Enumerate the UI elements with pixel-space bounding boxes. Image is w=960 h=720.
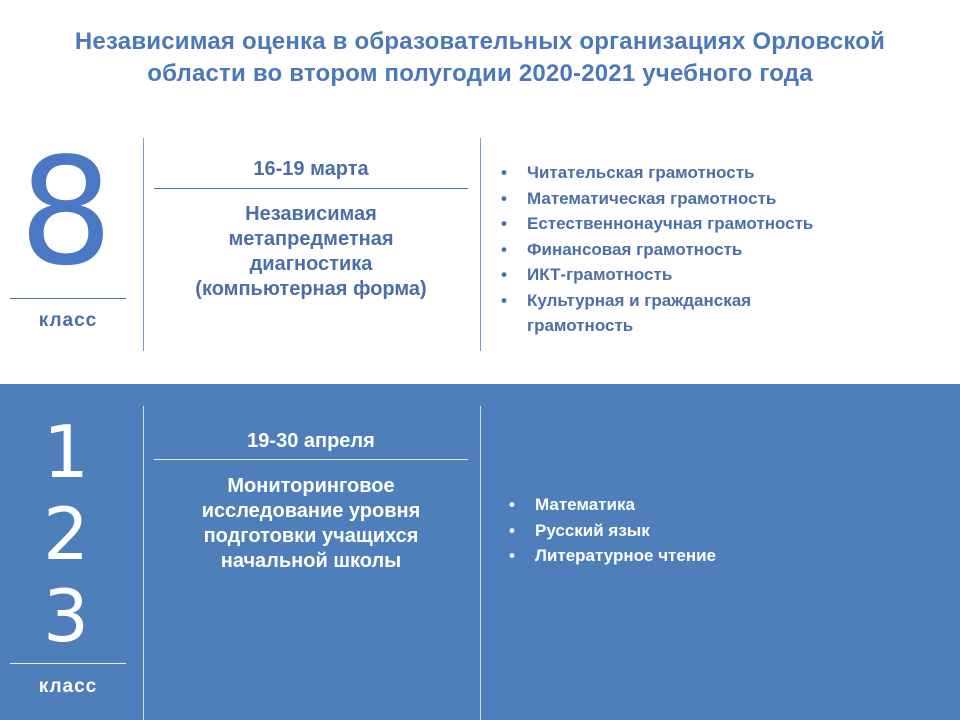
- bullet-icon: •: [509, 546, 515, 565]
- grade-8-description-line: метапредметная: [228, 228, 394, 250]
- subject-label: Культурная и гражданская: [527, 290, 752, 310]
- bullet-icon: •: [501, 290, 507, 310]
- grades-1-3-description-line: подготовки учащихся: [203, 525, 419, 547]
- subject-label: Русский язык: [535, 520, 650, 540]
- subject-label: Естественнонаучная грамотность: [527, 214, 814, 233]
- subject-label: Литературное чтение: [535, 546, 717, 565]
- grade-8-description: [150, 202, 472, 302]
- subject-label: грамотность: [527, 316, 634, 335]
- grade-8-date: 16-19 марта: [253, 158, 369, 180]
- grade-digit-3: 3: [43, 574, 89, 658]
- list-item: [497, 288, 947, 314]
- list-item: [497, 211, 947, 237]
- list-item: [505, 492, 935, 518]
- grade-8-description-line: (компьютерная форма): [195, 278, 427, 300]
- page-title-line-2: области во втором полугодии 2020-2021 учебного года: [147, 60, 813, 87]
- bullet-icon: •: [501, 188, 507, 208]
- grade-8-description-line: диагностика: [249, 253, 373, 275]
- grades-1-3-label: класс: [38, 676, 98, 697]
- subject-label: Математическая грамотность: [527, 188, 777, 208]
- column-separator-right: [480, 406, 481, 720]
- subject-label: Читательская грамотность: [527, 163, 755, 182]
- grade-8-date-divider: [154, 188, 468, 189]
- list-item: [505, 518, 935, 544]
- grade-8-subject-list: [497, 160, 947, 339]
- bullet-icon: •: [501, 239, 507, 259]
- column-separator-right: [480, 138, 481, 351]
- column-separator-left: [143, 406, 144, 720]
- subject-label: Финансовая грамотность: [527, 239, 743, 259]
- grade-8-number: 8: [18, 126, 114, 298]
- grade-digit-2: 2: [43, 492, 89, 576]
- bullet-icon: •: [509, 495, 515, 514]
- list-item: [497, 237, 947, 263]
- page-title: [0, 26, 960, 90]
- list-item: [497, 186, 947, 212]
- list-item: [497, 262, 947, 288]
- grade-digit-1: 1: [43, 410, 89, 494]
- bullet-icon: •: [509, 520, 515, 540]
- bullet-icon: •: [501, 265, 507, 284]
- list-item-continuation: [497, 313, 947, 339]
- list-item: [497, 160, 947, 186]
- grades-1-3-description-line: начальной школы: [220, 550, 402, 572]
- grades-1-3-date-divider: [154, 459, 468, 460]
- grades-1-3-divider: [10, 663, 126, 664]
- list-item: [505, 543, 935, 569]
- bullet-icon: •: [501, 163, 507, 182]
- subject-label: Математика: [535, 495, 635, 514]
- grade-8-label: класс: [38, 310, 98, 331]
- grade-8-description-line: Независимая: [245, 203, 377, 225]
- grade-8-section: [0, 126, 960, 353]
- grades-1-3-section: [0, 384, 960, 720]
- grade-8-divider: [10, 298, 126, 299]
- grades-1-3-description: [150, 474, 472, 574]
- grades-1-3-description-line: Мониторинговое: [227, 475, 395, 497]
- subject-label: ИКТ-грамотность: [527, 265, 673, 284]
- grades-1-3-subject-list: [505, 492, 935, 569]
- bullet-icon: •: [501, 214, 507, 233]
- grades-1-3-description-line: исследование уровня: [201, 500, 421, 522]
- page-title-line-1: Независимая оценка в образовательных организациях Орловской: [74, 28, 886, 55]
- grades-1-3-date: 19-30 апреля: [247, 430, 375, 452]
- column-separator-left: [143, 138, 144, 351]
